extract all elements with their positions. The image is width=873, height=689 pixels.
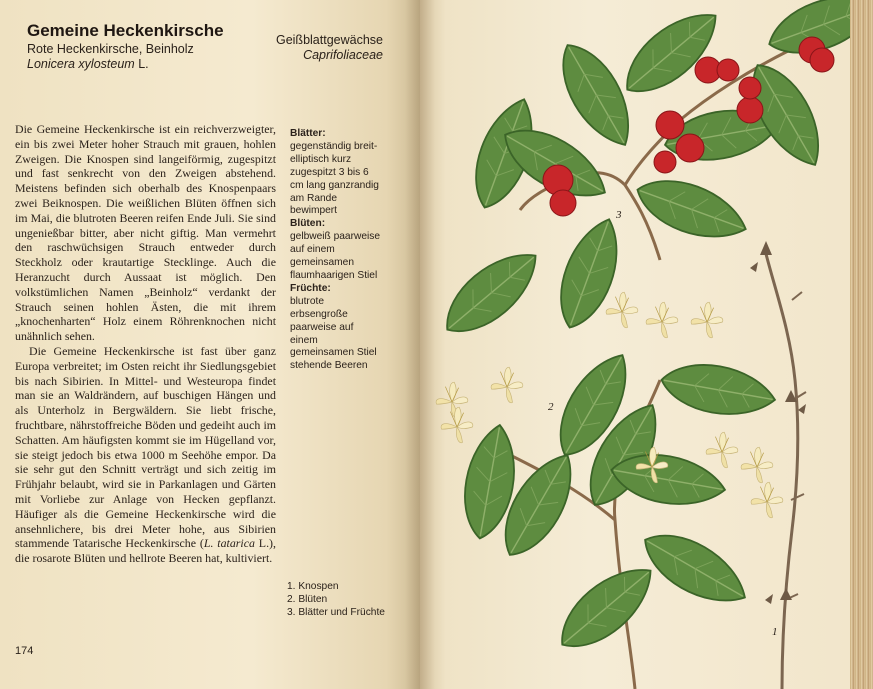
family-german: Geißblattgewächse <box>275 33 383 47</box>
left-page <box>0 0 420 689</box>
paragraph-distribution <box>15 344 276 566</box>
page-number: 174 <box>15 645 34 657</box>
paragraph-distribution-b: ), die rosarote Blüten und hellrote Beeren hat, kultiviert. <box>15 536 276 566</box>
fruits-text: blutrote erbsengroße paarweise auf einem gemeinsamen Stiel stehende Beeren <box>290 295 377 372</box>
legend-item-buds: 1. Knospen <box>287 581 339 592</box>
latin-name-text: Lonicera xylosteum <box>27 57 135 71</box>
description-text <box>15 122 276 566</box>
figure-legend <box>287 580 385 619</box>
latin-tatarica-author: L. <box>254 536 270 551</box>
fruits-heading: Früchte: <box>290 282 331 294</box>
figure-2-flowers <box>436 292 783 689</box>
latin-author: L. <box>138 57 149 71</box>
leaves-text: gegenständig breit-elliptisch kurz zugespitzt 3 bis 6 cm lang ganzrandig am Rande bewimpert <box>290 140 379 217</box>
leaves-heading: Blätter: <box>290 128 326 139</box>
plant-family <box>276 33 383 63</box>
latin-name <box>27 57 149 71</box>
page-edges <box>850 0 873 689</box>
latin-tatarica: L. tatarica <box>203 536 255 551</box>
figure-label-2: 2 <box>548 401 554 413</box>
figure-label-3: 3 <box>616 209 622 221</box>
legend-item-leaves-fruits: 3. Blätter und Früchte <box>287 607 385 618</box>
legend-item-flowers: 2. Blüten <box>287 594 328 605</box>
honeysuckle-illustration <box>420 0 850 689</box>
characteristics-sidebar <box>290 128 382 373</box>
flowers-text: gelbweiß paarweise auf einem gemeinsamen flaumhaarigen Stiel <box>290 231 381 281</box>
paragraph-distribution-a: Die Gemeine Heckenkirsche ist fast über ganz Europa verbreitet; im Osten reicht ihr Siedlungsgebiet bis nach Sibirien. In Mittel- und Westeuropa findet man sie an Waldrändern, auf buschigen Hängen und als Unterholz in Bergwäldern. Sie liebt frische, fruchtbare, nährstoffreiche Böden und gedeiht auch im Schatten. Am häufigsten kommt sie im Hügelland vor, sie steigt jedoch bis etwa 1000 m Seehöhe empor. Da sie sehr gut den Schnitt verträgt und sich zeitig im Frühjahr belaubt, wird sie in Parkanlagen und Gärten mit Vorliebe zur Anlage von Hecken gepflanzt. Häufiger als die Gemeine Heckenkirsche wird die ansehnlichere, bis drei Meter hohe, aus Sibirien stammende Tatarische Heckenkirsche ( <box>15 343 276 551</box>
family-latin: Caprifoliaceae <box>303 48 383 62</box>
flowers-heading: Blüten: <box>290 218 326 230</box>
paragraph-description: Die Gemeine Heckenkirsche ist ein reichverzweigter, ein bis zwei Meter hoher Strauch mit grauen, hohlen Zweigen. Die Knospen sind langeiförmig, zugespitzt und fast senkrecht von den Zweigen abstehend. Meistens befinden sich oberhalb des Knospenpaars zwei Beiknospen. Die weißlichen Blüten öffnen sich im Mai, die blutroten Beeren reifen Ende Juli. Sie sind ungenießbar bitter, aber nicht giftig. Man vermehrt den raschwüchsigen Strauch entweder durch Steckholz oder krautartige Stecklinge. Auch die Heranzucht durch Aussaat ist möglich. Den volkstümlichen Namen „Beinholz“ verdankt der Strauch seinen hohlen Ästen, die mit ihrem „knochenharten“ Holz einem Röhrenknochen nicht unähnlich sehen. <box>15 122 276 344</box>
figure-3-leaves-fruits <box>432 0 850 348</box>
species-title: Gemeine Heckenkirsche <box>27 21 224 40</box>
figure-label-1: 1 <box>772 626 778 638</box>
common-names: Rote Heckenkirsche, Beinholz <box>27 42 194 56</box>
